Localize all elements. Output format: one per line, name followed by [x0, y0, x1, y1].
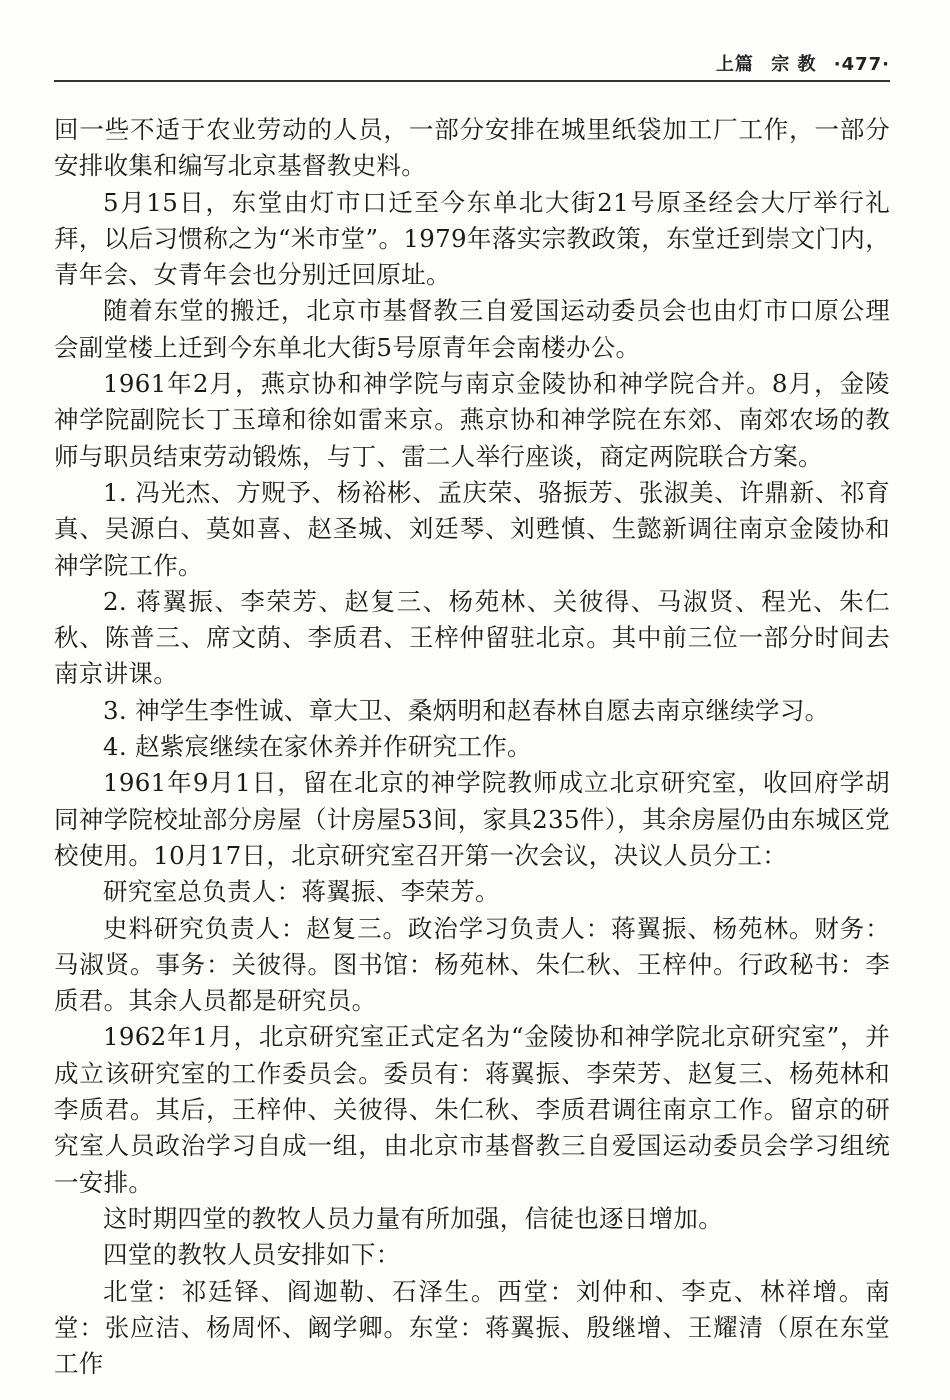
paragraph: 北堂：祁廷铎、阎迦勒、石泽生。西堂：刘仲和、李克、林祥增。南堂：张应洁、杨周怀、阚学卿。东堂：蒋翼振、殷继增、王耀清（原在东堂工作: [54, 1276, 890, 1379]
paragraph: 1961年2月，燕京协和神学院与南京金陵协和神学院合并。8月，金陵神学院副院长丁玉璋和徐如雷来京。燕京协和神学院在东郊、南郊农场的教师与职员结束劳动锻炼，与丁、雷二人举行座谈，商定两院联合方案。: [54, 369, 890, 471]
running-header: [54, 50, 890, 80]
page-number: ·477·: [833, 54, 890, 75]
list-item: 1. 冯光杰、方贶予、杨裕彬、孟庆荣、骆振芳、张淑美、许鼎新、祁育真、吴源白、莫如喜、赵圣城、刘廷琴、刘甦慎、生懿新调往南京金陵协和神学院工作。: [54, 477, 890, 580]
paragraph: 研究室总负责人：蒋翼振、李荣芳。: [103, 877, 500, 907]
list-item: 3. 神学生李性诚、章大卫、桑炳明和赵春林自愿去南京继续学习。: [103, 695, 830, 725]
paragraph: 这时期四堂的教牧人员力量有所加强，信徒也逐日增加。: [103, 1203, 723, 1233]
paragraph: 史料研究负责人：赵复三。政治学习负责人：蒋翼振、杨苑林。财务：马淑贤。事务：关彼得。图书馆：杨苑林、朱仁秋、王梓仲。行政秘书：李质君。其余人员都是研究员。: [54, 913, 890, 1016]
header-chapter: 宗 教: [771, 54, 817, 75]
paragraph: 1962年1月，北京研究室正式定名为“金陵协和神学院北京研究室”，并成立该研究室的工作委员会。委员有：蒋翼振、李荣芳、赵复三、杨苑林和李质君。其后，王梓仲、关彼得、朱仁秋、李质君调往南京工作。留京的研究室人员政治学习自成一组，由北京市基督教三自爱国运动委员会学习组统一安排。: [54, 1022, 890, 1197]
paragraph: 四堂的教牧人员安排如下：: [103, 1240, 401, 1270]
header-rule: [54, 80, 890, 82]
list-item: 4. 赵紫宸继续在家休养并作研究工作。: [103, 732, 532, 762]
paragraph: 随着东堂的搬迁，北京市基督教三自爱国运动委员会也由灯市口原公理会副堂楼上迁到今东单北大街5号原青年会南楼办公。: [54, 296, 890, 362]
body-text: [54, 112, 890, 1382]
list-item: 2. 蒋翼振、李荣芳、赵复三、杨苑林、关彼得、马淑贤、程光、朱仁秋、陈普三、席文荫、李质君、王梓仲留驻北京。其中前三位一部分时间去南京讲课。: [54, 586, 890, 689]
paragraph: 5月15日，东堂由灯市口迁至今东单北大街21号原圣经会大厅举行礼拜，以后习惯称之为“米市堂”。1979年落实宗教政策，东堂迁到崇文门内，青年会、女青年会也分别迁回原址。: [54, 187, 890, 290]
header-section: 上篇: [715, 54, 754, 75]
paragraph: 回一些不适于农业劳动的人员，一部分安排在城里纸袋加工厂工作，一部分安排收集和编写北京基督教史料。: [54, 115, 890, 181]
paragraph: 1961年9月1日，留在北京的神学院教师成立北京研究室，收回府学胡同神学院校址部分房屋（计房屋53间，家具235件），其余房屋仍由东城区党校使用。10月17日，北京研究室召开第一次会议，决议人员分工：: [54, 768, 890, 870]
